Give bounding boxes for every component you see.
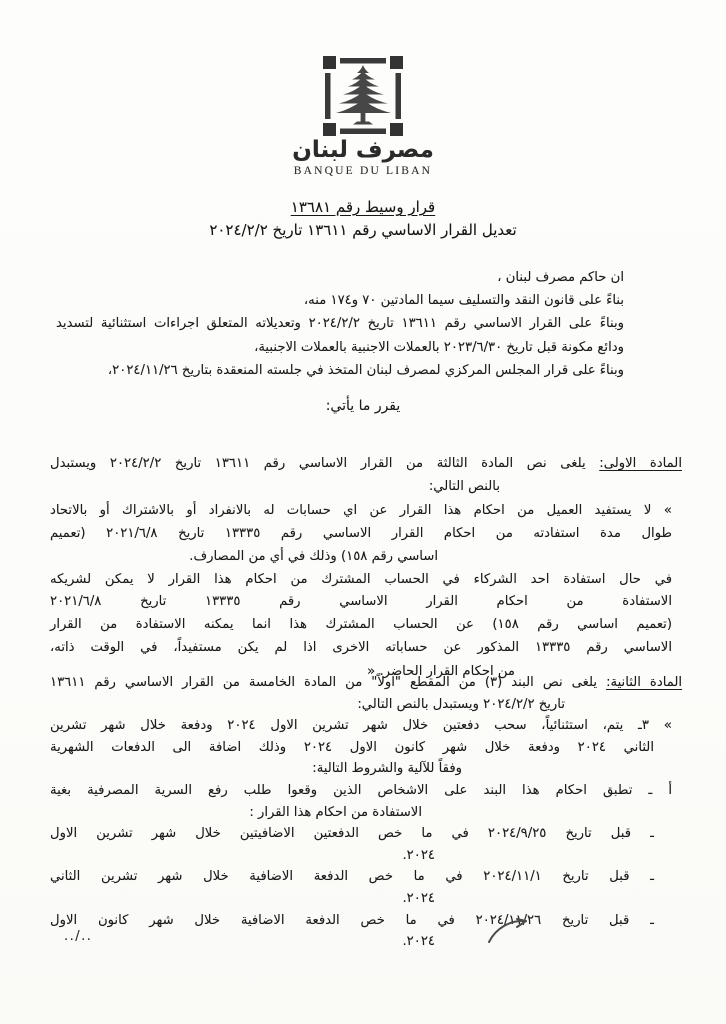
article-two-label: المادة الثانية: bbox=[606, 675, 683, 690]
article-one-quote-line: اساسي رقم ١٥٨) وذلك في أي من المصارف. bbox=[189, 548, 438, 564]
quote-open-mark: « bbox=[663, 501, 672, 518]
preamble-line: وبناءً على قرار المجلس المركزي لمصرف لبنان المتخذ في جلسته المنعقدة بتاريخ ٢٠٢٤/١١/٢٦، bbox=[107, 362, 624, 378]
article-one-intro: يلغى نص المادة الثالثة من القرار الاساسي رقم ١٣٦١١ تاريخ ٢٠٢٤/٢/٢ ويستبدل bbox=[50, 456, 586, 471]
article-two-dash-item-year: ٢٠٢٤. bbox=[402, 890, 435, 906]
article-two-quote-line: « ٣ـ يتم، استثنائياً، سحب دفعتين خلال شهر تشرين الاول ٢٠٢٤ ودفعة خلال شهر تشرين bbox=[50, 717, 672, 734]
page-continuation-mark: ../.. bbox=[64, 929, 93, 944]
preamble-line: ودائع مكونة قبل تاريخ ٢٠٢٣/٦/٣٠ بالعملات الاجنبية بالعملات الاجنبية، bbox=[254, 339, 624, 355]
article-two-dash-item-year: ٢٠٢٤. bbox=[402, 847, 435, 863]
decree-phrase: يقرر ما يأتي: bbox=[325, 398, 401, 414]
article-one-label: المادة الاولى: bbox=[599, 456, 682, 471]
preamble bbox=[56, 266, 624, 382]
article-two-quote-line: وفقاً للآلية والشروط التالية: bbox=[312, 761, 462, 777]
article-two-dash-item: ـ قبل تاريخ ٢٠٢٤/٩/٢٥ في ما خص الدفعتين الاضافيتين خلال شهر تشرين الاول bbox=[50, 826, 654, 842]
article-two-item-a-continuation: الاستفادة من احكام هذا القرار : bbox=[249, 804, 422, 820]
article-one-quote-line: الاساسي رقم ١٣٣٣٥ المذكور عن حساباته الاخرى اذا لم يكن مستفيداً، في الوقت ذاته، bbox=[50, 640, 672, 656]
article-two-heading bbox=[50, 672, 682, 694]
preamble-line: وبناءً على القرار الاساسي رقم ١٣٦١١ تاريخ ٢٠٢٤/٢/٢ وتعديلاته المتعلق اجراءات استثنائية لتسديد bbox=[56, 316, 625, 332]
article-two-dash-item-year: ٢٠٢٤. bbox=[402, 934, 435, 950]
article-two-item-a: أ ـ تطبق احكام هذا البند على الاشخاص الذين وقعوا طلب رفع السرية المصرفية بغية bbox=[50, 782, 672, 798]
article-two bbox=[50, 672, 682, 953]
article-two-dash-item: ـ قبل تاريخ ٢٠٢٤/١١/١ في ما خص الدفعة الاضافية خلال شهر تشرين الثاني bbox=[50, 869, 654, 885]
cedar-tree-icon bbox=[336, 65, 391, 125]
article-one-quote-line: الاستفادة من احكام القرار الاساسي رقم ١٣٣٣٥ تاريخ ٢٠٢١/٦/٨ bbox=[50, 594, 672, 610]
document-titles bbox=[0, 196, 726, 242]
article-one-quote-line: من احكام القرار الحاضر. » bbox=[367, 663, 515, 680]
preamble-line: ان حاكم مصرف لبنان ، bbox=[497, 270, 624, 285]
article-one-heading bbox=[50, 453, 682, 476]
article-two-quote-line: الثاني ٢٠٢٤ ودفعة خلال شهر كانون الاول ٢٠٢٤ وذلك اضافة الى الدفعات الشهرية bbox=[50, 739, 654, 755]
decision-number-title: قرار وسيط رقم ١٣٦٨١ bbox=[290, 198, 436, 216]
bdl-letterhead bbox=[0, 56, 726, 177]
decision-subtitle: تعديل القرار الاساسي رقم ١٣٦١١ تاريخ ٢٠٢٤/٢/٢ bbox=[209, 221, 517, 239]
bank-name-arabic: مصرف لبنان bbox=[292, 137, 434, 163]
article-one-quote-line: « لا يستفيد العميل من احكام هذا القرار عن اي حسابات له بالانفراد أو بالاشتراك أو بالاتحاد bbox=[50, 501, 672, 518]
article-one-quote-line: طوال مدة استفادته من احكام القرار الاساسي رقم ١٣٣٣٥ تاريخ ٢٠٢١/٦/٨ (تعميم bbox=[50, 525, 672, 541]
handwritten-pen-mark-icon bbox=[486, 912, 534, 950]
preamble-line: بناءً على قانون النقد والتسليف سيما المادتين ٧٠ و١٧٤ منه، bbox=[303, 293, 624, 309]
article-two-intro: يلغى نص البند (٣) من المقطع "اولاً" من المادة الخامسة من القرار الاساسي رقم ١٣٦١١ bbox=[50, 675, 598, 690]
bank-name-latin: BANQUE DU LIBAN bbox=[293, 165, 433, 177]
quote-close-mark: » bbox=[367, 663, 376, 680]
article-two-intro-continuation: تاريخ ٢٠٢٤/٢/٢ ويستبدل بالنص التالي: bbox=[357, 696, 565, 712]
article-one-intro-continuation: بالنص التالي: bbox=[428, 478, 500, 494]
quote-open-mark: « bbox=[663, 717, 672, 734]
cedar-logo-icon bbox=[323, 56, 403, 136]
article-one-quote-line: في حال استفادة احد الشركاء في الحساب المشترك من احكام هذا القرار لا يمكن لشريكه bbox=[50, 571, 672, 587]
article-two-dash-item: ـ قبل تاريخ ٢٠٢٤/١١/٢٦ في ما خص الدفعة الاضافية خلال شهر كانون الاول bbox=[50, 912, 654, 928]
article-one bbox=[50, 453, 682, 684]
article-one-quote-line: (تعميم اساسي رقم ١٥٨) عن الحساب المشترك هذا انما يمكنه الاستفادة من القرار bbox=[50, 617, 672, 633]
